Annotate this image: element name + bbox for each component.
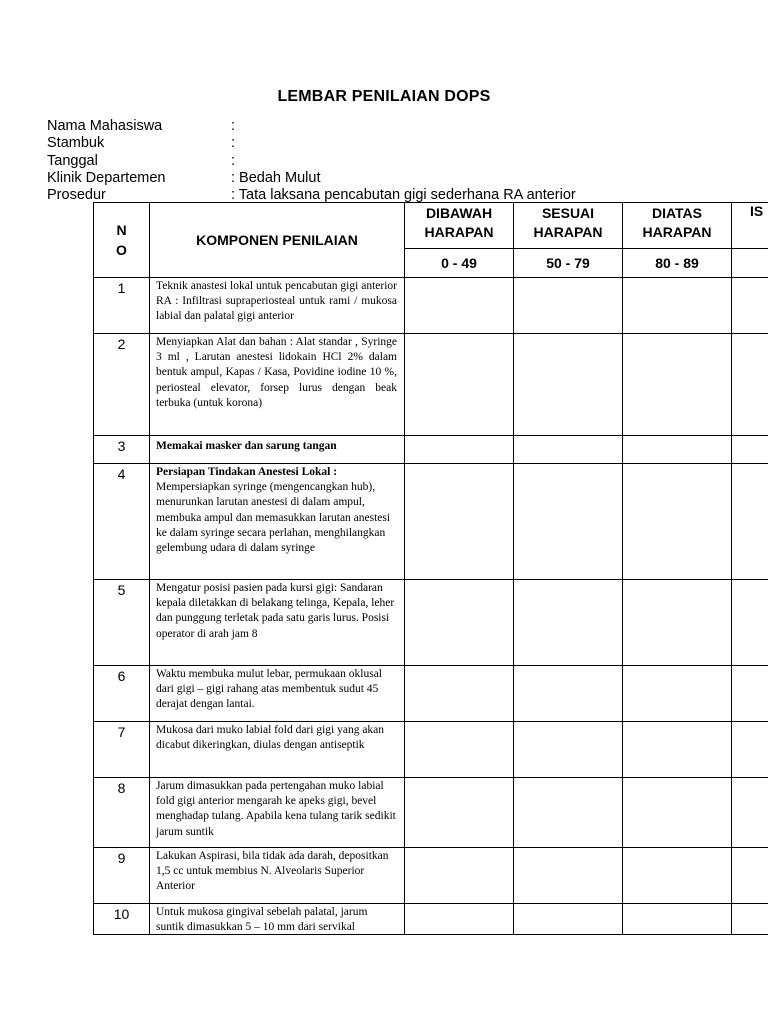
row-number: 9 [94,848,150,904]
score-cell[interactable] [623,278,732,334]
table-row [94,666,768,722]
info-value: : Bedah Mulut [231,169,321,186]
header-cat-line2: HARAPAN [533,224,603,240]
header-component: KOMPONEN PENILAIAN [150,203,405,278]
score-cell[interactable] [405,436,514,464]
range-sesuai: 50 - 79 [514,249,623,278]
header-no-line1: N [116,222,127,238]
score-cell[interactable] [405,904,514,935]
info-value: : [231,152,236,169]
score-cell[interactable] [405,464,514,580]
score-cell[interactable] [732,904,768,935]
row-component [150,904,405,935]
score-cell[interactable] [514,848,623,904]
table-row [94,580,768,666]
row-component: Waktu membuka mulut lebar, permukaan oklusal dari gigi – gigi rahang atas membentuk sudut 45 derajat dengan lantai. [150,666,405,722]
score-cell[interactable] [623,580,732,666]
score-cell[interactable] [732,778,768,848]
score-cell[interactable] [514,278,623,334]
score-cell[interactable] [732,464,768,580]
row-component: Mukosa dari muko labial fold dari gigi yang akan dicabut dikeringkan, diulas dengan antiseptik [150,722,405,778]
score-cell[interactable] [405,778,514,848]
score-cell[interactable] [405,580,514,666]
row-number: 1 [94,278,150,334]
row-component: Jarum dimasukkan pada pertengahan muko labial fold gigi anterior mengarah ke apeks gigi, bevel menghadap tulang. Apabila kena tulang tarik sedikit jarum suntik [150,778,405,848]
score-cell[interactable] [405,848,514,904]
range-istimewa [732,249,768,278]
row-component-lead: Persiapan Tindakan Anestesi Lokal : [156,466,338,478]
score-cell[interactable] [514,778,623,848]
score-cell[interactable] [732,436,768,464]
header-dibawah-harapan [405,203,514,249]
info-value: : [231,135,236,152]
table-row [94,334,768,436]
row-component-text: Mempersiapkan syringe (mengencangkan hub), menurunkan larutan anestesi di dalam ampul, membuka ampul dan memasukkan larutan anestesi ke dalam syringe secara perlahan, menghilangkan gelembung udara di dalam syringe [156,481,391,555]
table-row [94,278,768,334]
score-cell[interactable] [732,722,768,778]
info-label: Stambuk [47,135,105,152]
score-cell[interactable] [405,666,514,722]
score-cell[interactable] [514,904,623,935]
info-value: : [231,118,236,134]
score-cell[interactable] [623,778,732,848]
info-row-nama-mahasiswa [47,118,576,135]
header-no [94,203,150,278]
info-block [47,118,576,204]
row-component: Lakukan Aspirasi, bila tidak ada darah, depositkan 1,5 cc untuk membius N. Alveolaris Superior Anterior [150,848,405,904]
info-label: Nama Mahasiswa [47,118,163,134]
row-number: 10 [94,904,150,935]
row-number: 8 [94,778,150,848]
header-sesuai-harapan [514,203,623,249]
info-label: Klinik Departemen [47,169,166,186]
row-component: Menyiapkan Alat dan bahan : Alat standar , Syringe 3 ml , Larutan anestesi lidokain HCl 2% dalam bentuk ampul, Kapas / Kasa, Povidine iodine 10 %, periosteal elevator, forsep lurus dengan beak terbuka (untuk korona) [150,334,405,436]
header-cat-line1: SESUAI [541,205,595,221]
score-cell[interactable] [732,666,768,722]
score-cell[interactable] [514,580,623,666]
score-cell[interactable] [514,722,623,778]
header-cat-line1: DIATAS [651,205,703,221]
range-dibawah: 0 - 49 [405,249,514,278]
score-cell[interactable] [732,334,768,436]
header-istimewa-cut: IS [732,203,768,249]
info-row-stambuk [47,135,576,152]
score-cell[interactable] [623,464,732,580]
row-component: Mengatur posisi pasien pada kursi gigi: Sandaran kepala diletakkan di belakang telinga, Kepala, leher dan punggung terletak pada satu garis lurus. Posisi operator di arah jam 8 [150,580,405,666]
row-number: 5 [94,580,150,666]
header-row [94,203,768,249]
header-cat-line1: DIBAWAH [425,205,493,221]
header-cat-line2: HARAPAN [424,224,494,240]
score-cell[interactable] [514,334,623,436]
table-row [94,904,768,935]
row-number: 7 [94,722,150,778]
row-component: Teknik anastesi lokal untuk pencabutan gigi anterior RA : Infiltrasi supraperiosteal untuk rami / mukosa labial dan palatal gigi anterior [150,278,405,334]
row-component-clip: Untuk mukosa gingival sebelah palatal, jarum suntik dimasukkan 5 – 10 mm dari servikal [156,906,368,934]
score-cell[interactable] [623,722,732,778]
table-row [94,848,768,904]
row-number: 3 [94,436,150,464]
range-diatas: 80 - 89 [623,249,732,278]
info-label: Prosedur [47,187,106,204]
score-cell[interactable] [623,666,732,722]
table-row [94,722,768,778]
info-value: : Tata laksana pencabutan gigi sederhana RA anterior [231,187,576,204]
score-cell[interactable] [514,436,623,464]
score-cell[interactable] [405,278,514,334]
score-cell[interactable] [405,334,514,436]
table-row [94,778,768,848]
score-cell[interactable] [514,464,623,580]
score-cell[interactable] [623,436,732,464]
row-number: 2 [94,334,150,436]
assessment-table [93,202,768,935]
row-component: Memakai masker dan sarung tangan [150,436,405,464]
row-component [150,464,405,580]
score-cell[interactable] [623,848,732,904]
header-cat-line2: HARAPAN [642,224,712,240]
info-row-klinik-departemen [47,170,576,187]
score-cell[interactable] [732,848,768,904]
score-cell[interactable] [732,580,768,666]
row-number: 4 [94,464,150,580]
score-cell[interactable] [514,666,623,722]
score-cell[interactable] [405,722,514,778]
row-number: 6 [94,666,150,722]
score-cell[interactable] [732,278,768,334]
info-row-tanggal [47,153,576,170]
document-title: LEMBAR PENILAIAN DOPS [277,88,491,105]
info-label: Tanggal [47,152,98,169]
score-cell[interactable] [623,334,732,436]
score-cell[interactable] [623,904,732,935]
header-no-line2: O [116,242,127,258]
header-diatas-harapan [623,203,732,249]
table-row [94,436,768,464]
table-row [94,464,768,580]
